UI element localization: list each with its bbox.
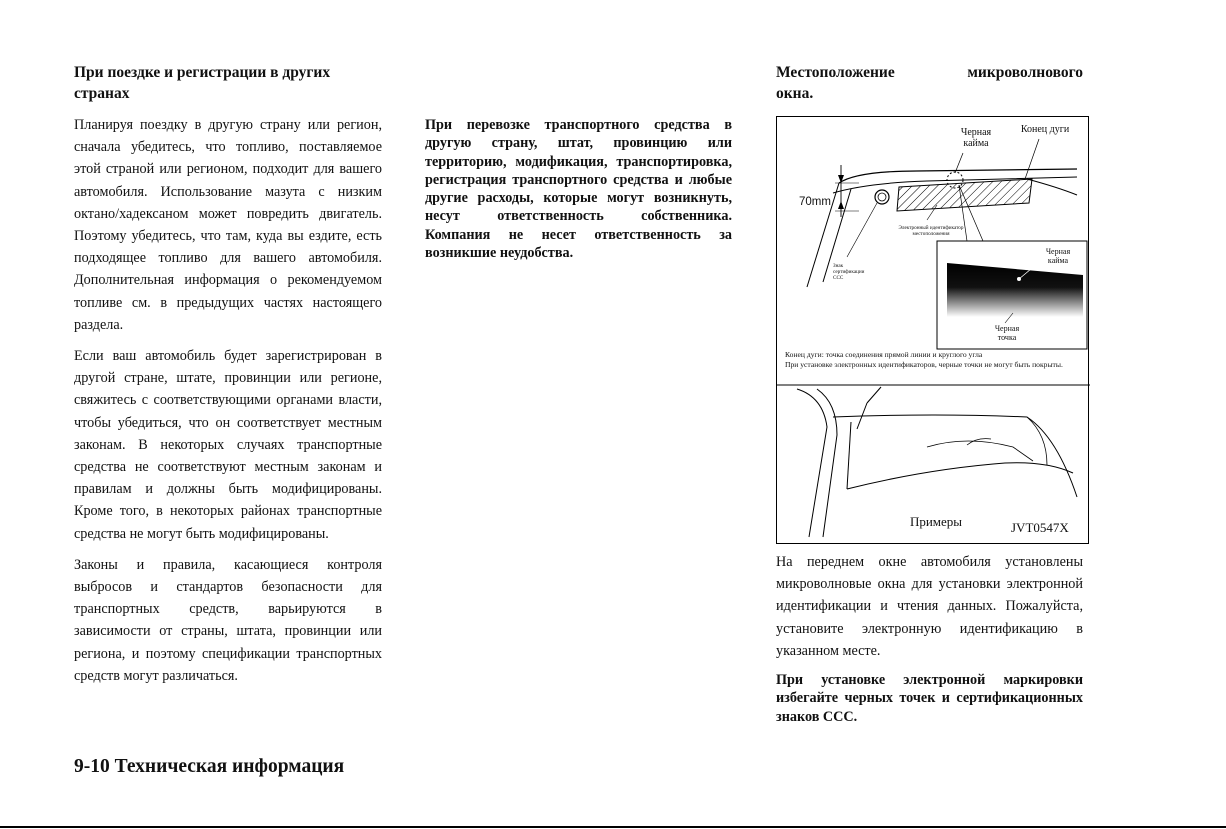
label-black-border-inset: Черная кайма (1045, 247, 1071, 265)
section-heading-microwave-window (776, 62, 1083, 104)
paragraph-microwave-window: На переднем окне автомобиля установлены микроволновые окна для установки электронной идентификации и чтения данных. Пожалуйста, установите электронную идентификацию в указанном месте. (776, 554, 1083, 659)
left-column (74, 62, 382, 696)
paragraph-laws: Законы и правила, касающиеся контроля выбросов и стандартов безопасности для транспортных средств, варьируются в зависимости от страны, штата, провинции или региона, и поэтому спецификации транспортных средств могут различаться. (74, 556, 382, 684)
label-black-border-top: Черная кайма (960, 127, 992, 149)
label-examples: Примеры (909, 514, 963, 529)
caption-line-1: Конец дуги: точка соединения прямой линии и круглого угла (785, 350, 983, 359)
notice-transport: При перевозке транспортного средства в другую страну, штат, провинцию или территорию, модификация, транспортировка, регистрация транспортного средства и любые другие расходы, которые могут возникнуть, несут ответственность собственника. Компания не несет ответственность за возникшие неудобства. (425, 117, 732, 262)
label-etc-location: Электронный идентификатор местоположения (898, 225, 964, 237)
label-arc-end: Конец дуги (1020, 124, 1070, 135)
caption-line-2: При установке электронных идентификаторов, черные точки не могут быть покрыты. (785, 360, 1063, 369)
bottom-rule (0, 826, 1226, 828)
right-column-text (776, 551, 1083, 735)
paragraph-registration: Если ваш автомобиль будет зарегистрирован в другой стране, штате, провинции или регионе, свяжитесь с соответствующими органами власти, чтобы убедиться, что он соответствует местным законам. В некоторых случаях транспортные средства не соответствуют местным законам и правилам и должны быть модифицированы. Кроме того, в некоторых районах транспортные средства не могут быть модифицированы. (74, 348, 382, 542)
paragraph-fuel: Планируя поездку в другую страну или регион, сначала убедитесь, что топливо, поставляемое этой страной или регионом, подходит для вашего автомобиля. Использование мазута с низким октано/хадексаном может повредить двигатель. Поэтому убедитесь, что там, куда вы ездите, есть подходящее топливо для вашего автомобиля. Дополнительная информация о рекомендуемом топливе см. в предыдущих частях настоящего раздела. (74, 117, 382, 333)
right-column (776, 62, 1083, 114)
label-black-dot: Черная точка (994, 324, 1020, 342)
heading-line-1: Местоположение микроволнового (776, 64, 1083, 81)
label-ccc-mark: Знак сертификации CCC (833, 263, 865, 281)
figure-caption-note (785, 350, 1075, 370)
middle-column (425, 116, 732, 271)
windshield-figure (776, 116, 1089, 544)
label-70mm: 70mm (799, 196, 831, 208)
page-footer-label: 9-10 Техническая информация (74, 756, 345, 777)
heading-line-2: окна. (776, 85, 814, 102)
section-heading-travel: При поездке и регистрации в других странах (74, 64, 331, 102)
figure-code: JVT0547X (1011, 520, 1069, 535)
warning-black-dots: При установке электронной маркировки избегайте черных точек и сертификационных знаков CCC. (776, 672, 1083, 725)
windshield-diagram (777, 117, 1090, 545)
